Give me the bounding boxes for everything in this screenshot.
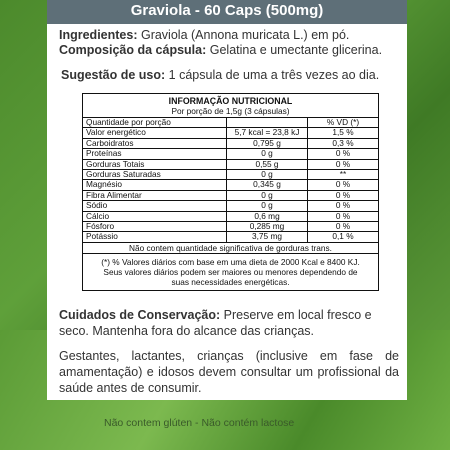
suggestion-text: 1 cápsula de uma a três vezes ao dia.	[165, 68, 380, 82]
nutrient-name: Carboidratos	[83, 138, 227, 148]
table-row	[83, 201, 378, 211]
nutrition-footnote-line: (*) % Valores diários com base em uma dieta de 2000 Kcal e 8400 KJ.	[101, 256, 360, 267]
label-card	[47, 0, 407, 400]
nutrition-heading: INFORMAÇÃO NUTRICIONAL	[168, 96, 293, 106]
nutrient-name: Cálcio	[83, 211, 227, 221]
nutrient-vd: 1,5 %	[308, 128, 379, 138]
nutrition-col-amount	[227, 118, 308, 128]
nutrition-portion: Por porção de 1,5g (3 cápsulas)	[83, 106, 378, 118]
table-row	[83, 211, 378, 221]
nutrient-amount: 0,345 g	[227, 180, 308, 190]
nutrient-name: Sódio	[83, 201, 227, 211]
warning-text: Gestantes, lactantes, crianças (inclusive em fase de amamentação) e idosos devem consultar um profissional da saúde antes de consumir.	[59, 349, 399, 395]
nutrient-amount: 0 g	[227, 201, 308, 211]
nutrition-col-quantity: Quantidade por porção	[83, 118, 227, 128]
nutrition-footnote	[83, 254, 378, 290]
nutrient-vd: 0 %	[308, 222, 379, 232]
nutrient-vd: 0 %	[308, 149, 379, 159]
suggestion-label: Sugestão de uso:	[61, 68, 166, 82]
nutrient-vd: 0 %	[308, 180, 379, 190]
nutrient-amount: 0,795 g	[227, 138, 308, 148]
product-title: Graviola - 60 Caps (500mg)	[47, 0, 407, 24]
conservation-block	[59, 307, 399, 339]
nutrient-amount: 3,75 mg	[227, 232, 308, 242]
table-row	[83, 232, 378, 242]
nutrient-name: Potássio	[83, 232, 227, 242]
nutrient-name: Magnésio	[83, 180, 227, 190]
nutrient-amount: 0,55 g	[227, 159, 308, 169]
conservation-text: Preserve em local fresco e seco. Mantenha fora do alcance das crianças.	[59, 308, 372, 338]
table-row	[83, 149, 378, 159]
nutrition-header-row	[83, 118, 378, 128]
nutrient-vd: 0,3 %	[308, 138, 379, 148]
table-row	[83, 159, 378, 169]
nutrition-table	[82, 93, 379, 291]
nutrient-name: Gorduras Totais	[83, 159, 227, 169]
nutrition-col-vd: % VD (*)	[308, 118, 379, 128]
nutrient-vd: 0,1 %	[308, 232, 379, 242]
footer-claims: Não contem glúten - Não contém lactose	[104, 417, 295, 429]
nutrient-vd: 0 %	[308, 211, 379, 221]
ingredients-label: Ingredientes:	[59, 28, 138, 42]
nutrient-amount: 0,285 mg	[227, 222, 308, 232]
conservation-label: Cuidados de Conservação:	[59, 308, 221, 322]
table-row	[83, 222, 378, 232]
nutrient-name: Fósforo	[83, 222, 227, 232]
nutrient-name: Fibra Alimentar	[83, 190, 227, 200]
ingredients-text: Graviola (Annona muricata L.) em pó.	[137, 28, 350, 42]
nutrition-footnote-line: suas necessidades energéticas.	[171, 276, 290, 287]
nutrient-amount: 0 g	[227, 149, 308, 159]
nutrient-vd: 0 %	[308, 190, 379, 200]
table-row	[83, 180, 378, 190]
nutrition-grid	[83, 118, 378, 243]
capsule-text: Gelatina e umectante glicerina.	[206, 43, 383, 57]
nutrient-amount: 0 g	[227, 170, 308, 180]
nutrient-vd: **	[308, 170, 379, 180]
nutrition-trans-note: Não contem quantidade significativa de gorduras trans.	[83, 243, 378, 254]
ingredients-block	[59, 28, 399, 58]
nutrient-vd: 0 %	[308, 201, 379, 211]
nutrient-amount: 0 g	[227, 190, 308, 200]
capsule-label: Composição da cápsula:	[59, 43, 207, 57]
nutrient-amount: 0,6 mg	[227, 211, 308, 221]
nutrient-name: Proteínas	[83, 149, 227, 159]
nutrient-name: Valor energético	[83, 128, 227, 138]
table-row	[83, 128, 378, 138]
suggestion-block	[61, 68, 401, 82]
nutrient-vd: 0 %	[308, 159, 379, 169]
table-row	[83, 138, 378, 148]
table-row	[83, 190, 378, 200]
nutrient-amount: 5,7 kcal = 23,8 kJ	[227, 128, 308, 138]
nutrition-footnote-line: Seus valores diários podem ser maiores ou menores dependendo de	[103, 266, 358, 277]
nutrient-name: Gorduras Saturadas	[83, 170, 227, 180]
table-row	[83, 170, 378, 180]
